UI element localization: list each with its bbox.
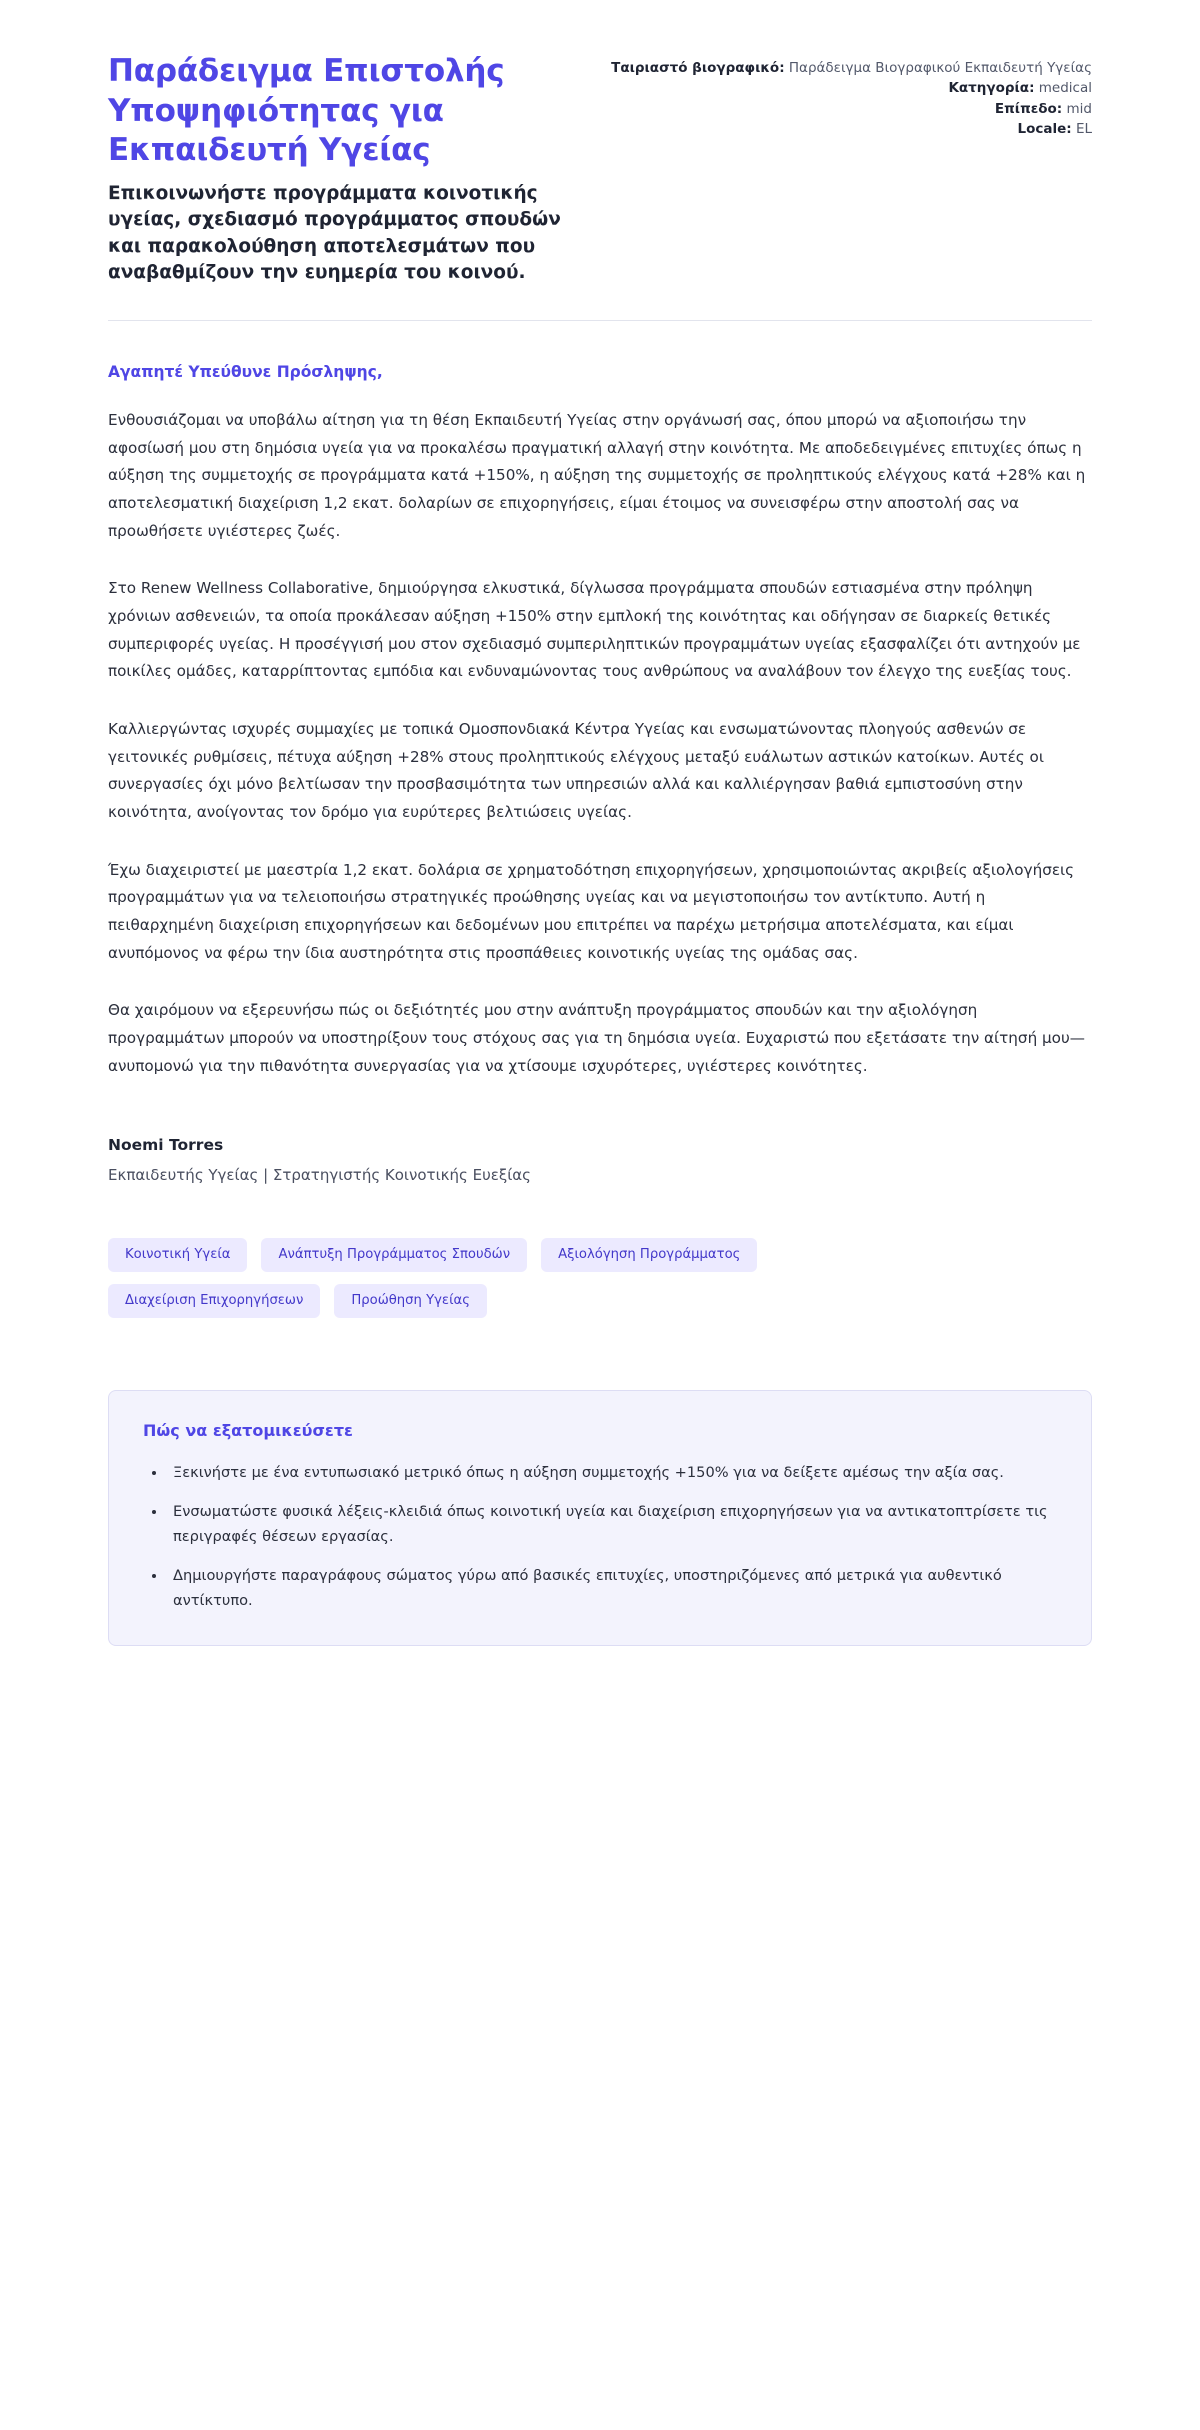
letter-paragraph: Θα χαιρόμουν να εξερευνήσω πώς οι δεξιότητές μου στην ανάπτυξη προγράμματος σπουδών και την αξιολόγηση προγραμμάτων μπορούν να υποστηρίξουν τους στόχους σας για τη δημόσια υγεία. Ευχαριστώ που εξετάσατε την αίτησή μου—ανυπομονώ για την πιθανότητα συνεργασίας για να χτίσουμε ισχυρότερες, υγιέστερες κοινότητες. (108, 1001, 1085, 1075)
tips-list-item: • Δημιουργήστε παραγράφους σώματος γύρω από βασικές επιτυχίες, υποστηριζόμενες από μετρικά για αυθεντικό αντίκτυπο. (167, 1563, 1057, 1613)
skill-tag[interactable]: Προώθηση Υγείας (334, 1284, 487, 1318)
meta-level-label: Επίπεδο: (994, 100, 1063, 117)
meta-matching-resume-label: Ταιριαστό βιογραφικό: (611, 60, 785, 76)
letter-paragraph: Στο Renew Wellness Collaborative, δημιούργησα ελκυστικά, δίγλωσσα προγράμματα σπουδών εστιασμένα στην πρόληψη χρόνιων ασθενειών, τα οποία προκάλεσαν αύξηση +150% στην εμπλοκή της κοινότητας και οδήγησαν σε διαρκείς θετικές συμπεριφορές υγείας. Η προσέγγισή μου στον σχεδιασμό συμπεριληπτικών προγραμμάτων υγείας εξασφαλίζει ότι αντηχούν με ποικίλες ομάδες, καταρρίπτοντας εμπόδια και ενδυναμώνοντας τους ανθρώπους να αναλάβουν τον έλεγχο της ευεξίας τους. (108, 579, 1081, 681)
meta-locale-label: Locale: (1017, 120, 1072, 137)
meta-locale (611, 119, 1092, 139)
skill-tag[interactable]: Ανάπτυξη Προγράμματος Σπουδών (261, 1238, 527, 1272)
skill-tag[interactable]: Κοινοτική Υγεία (108, 1238, 247, 1272)
letter-salutation: Αγαπητέ Υπεύθυνε Πρόσληψης, (108, 363, 383, 382)
personalization-tips-panel (108, 1390, 1092, 1646)
tips-list-item: • Ξεκινήστε με ένα εντυπωσιακό μετρικό όπως η αύξηση συμμετοχής +150% για να δείξετε αμέσως την αξία σας. (167, 1460, 1057, 1485)
page-subtitle: Επικοινωνήστε προγράμματα κοινοτικής υγείας, σχεδιασμό προγράμματος σπουδών και παρακολούθηση αποτελεσμάτων που αναβαθμίζουν την ευημερία του κοινού. (108, 183, 561, 283)
letter-paragraph: Έχω διαχειριστεί με μαεστρία 1,2 εκατ. δολάρια σε χρηματοδότηση επιχορηγήσεων, χρησιμοποιώντας ακριβείς αξιολογήσεις προγραμμάτων για να τελειοποιήσω στρατηγικές προώθησης υγείας και να μεγιστοποιήσω τον αντίκτυπο. Αυτή η πειθαρχημένη διαχείριση επιχορηγήσεων και δεδομένων μου επιτρέπει να παρέχω μετρήσιμα αποτελέσματα, και είμαι ανυπόμονος να φέρω την ίδια αυστηρότητα στις προσπάθειες κοινοτικής υγείας της ομάδας σας. (108, 860, 1075, 962)
signature-role: Εκπαιδευτής Υγείας | Στρατηγιστής Κοινοτικής Ευεξίας (108, 1166, 531, 1185)
signature-name: Noemi Torres (108, 1136, 224, 1155)
letter-paragraph: Καλλιεργώντας ισχυρές συμμαχίες με τοπικά Ομοσπονδιακά Κέντρα Υγείας και ενσωματώνοντας πλοηγούς ασθενών σε γειτονικές ρυθμίσεις, πέτυχα αύξηση +28% στους προληπτικούς ελέγχους μεταξύ ευάλωτων αστικών κατοίκων. Αυτές οι συνεργασίες όχι μόνο βελτίωσαν την προσβασιμότητα των υπηρεσιών αλλά και καλλιέργησαν βαθιά εμπιστοσύνη στην κοινότητα, ανοίγοντας τον δρόμο για ευρύτερες βελτιώσεις υγείας. (108, 719, 1044, 821)
skill-tag-list (108, 1238, 928, 1318)
document-header (108, 52, 1092, 286)
meta-category-value: medical (1038, 80, 1092, 97)
meta-matching-resume-value: Παράδειγμα Βιογραφικού Εκπαιδευτή Υγείας (788, 60, 1092, 76)
header-text-block (108, 52, 571, 286)
meta-category (611, 78, 1092, 98)
meta-category-label: Κατηγορία: (948, 80, 1035, 97)
tips-list (143, 1460, 1057, 1613)
meta-matching-resume (611, 58, 1092, 78)
meta-locale-value: EL (1075, 120, 1092, 137)
cover-letter-body (108, 321, 1092, 1184)
meta-level (611, 99, 1092, 119)
page-title: Παράδειγμα Επιστολής Υποψηφιότητας για Εκπαιδευτή Υγείας (108, 53, 505, 169)
skill-tag[interactable]: Αξιολόγηση Προγράμματος (541, 1238, 757, 1272)
letter-paragraph: Ενθουσιάζομαι να υποβάλω αίτηση για τη θέση Εκπαιδευτή Υγείας στην οργάνωσή σας, όπου μπορώ να αξιοποιήσω την αφοσίωσή μου στη δημόσια υγεία για να προκαλέσω πραγματική αλλαγή στην κοινότητα. Με αποδεδειγμένες επιτυχίες όπως η αύξηση της συμμετοχής σε προγράμματα κατά +150%, η αύξηση της συμμετοχής σε προληπτικούς ελέγχους κατά +28% και η αποτελεσματική διαχείριση 1,2 εκατ. δολαρίων σε επιχορηγήσεις, είμαι έτοιμος να συνεισφέρω στην αποστολή σας να προωθήσετε υγιέστερες ζωές. (108, 411, 1086, 540)
document-meta (611, 52, 1092, 139)
skill-tag[interactable]: Διαχείριση Επιχορηγήσεων (108, 1284, 320, 1318)
tips-list-item: • Ενσωματώστε φυσικά λέξεις-κλειδιά όπως κοινοτική υγεία και διαχείριση επιχορηγήσεων για να αντικατοπτρίσετε τις περιγραφές θέσεων εργασίας. (167, 1499, 1057, 1549)
letter-signature (108, 1136, 1092, 1184)
meta-level-value: mid (1066, 100, 1092, 117)
tips-title: Πώς να εξατομικεύσετε (143, 1420, 353, 1440)
